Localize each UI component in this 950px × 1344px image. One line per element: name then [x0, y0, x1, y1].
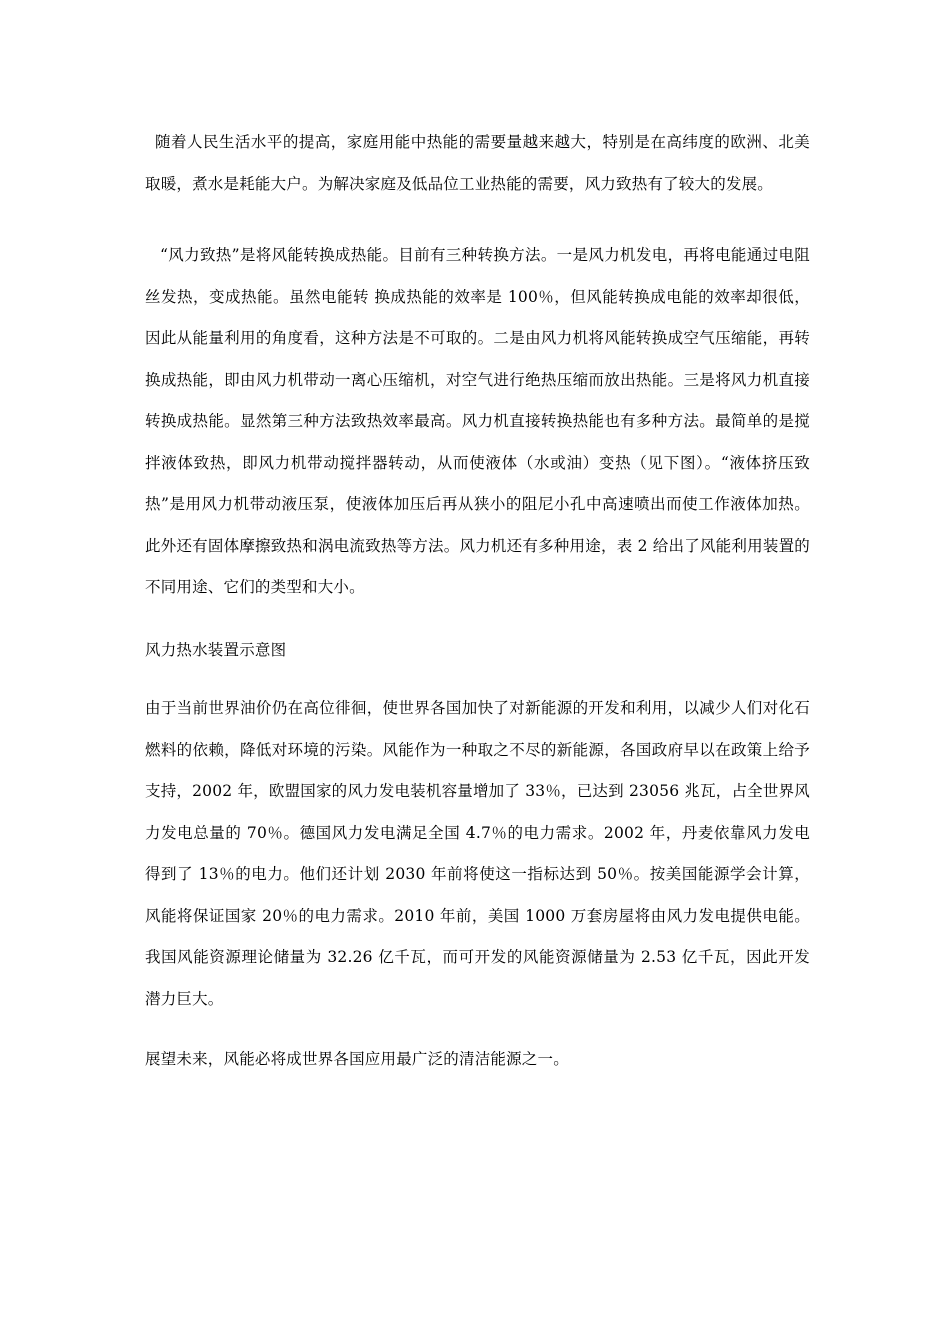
- paragraph-outlook: 展望未来，风能必将成世界各国应用最广泛的清洁能源之一。: [145, 1050, 569, 1068]
- paragraph-intro: 随着人民生活水平的提高，家庭用能中热能的需要量越来越大，特别是在高纬度的欧洲、北美取暖，煮水是耗能大户。为解决家庭及低品位工业热能的需要，风力致热有了较大的发展。: [145, 133, 810, 193]
- paragraph-wind-heating: “风力致热”是将风能转换成热能。目前有三种转换方法。一是风力机发电，再将电能通过电阻丝发热，变成热能。虽然电能转 换成热能的效率是 100％，但风能转换成电能的效率却很低，因此从能量利用的角度看，这种方法是不可取的。二是由风力机将风能转换成空气压缩能，再转换成热能，即由风力机带动一离心压缩机，对空气进行绝热压缩而放出热能。三是将风力机直接转换成热能。显然第三种方法致热效率最高。风力机直接转换热能也有多种方法。最简单的是搅拌液体致热，即风力机带动搅拌器转动，从而使液体（水或油）变热（见下图）。“液体挤压致热”是用风力机带动液压泵，使液体加压后再从狭小的阻尼小孔中高速喷出而使工作液体加热。此外还有固体摩擦致热和涡电流致热等方法。风力机还有多种用途，表 2 给出了风能利用装置的不同用途、它们的类型和大小。: [145, 246, 810, 596]
- paragraph-policy: 由于当前世界油价仍在高位徘徊，使世界各国加快了对新能源的开发和利用，以减少人们对化石燃料的依赖，降低对环境的污染。风能作为一种取之不尽的新能源，各国政府早以在政策上给予支持，2002 年，欧盟国家的风力发电装机容量增加了 33％，已达到 23056 兆瓦，占全世界风力发电总量的 70％。德国风力发电满足全国 4.7％的电力需求。2002 年，丹麦依靠风力发电得到了 13％的电力。他们还计划 2030 年前将使这一指标达到 50％。按美国能源学会计算，风能将保证国家 20％的电力需求。2010 年前，美国 1000 万套房屋将由风力发电提供电能。我国风能资源理论储量为 32.26 亿千瓦，而可开发的风能资源储量为 2.53 亿千瓦，因此开发潜力巨大。: [145, 699, 810, 1008]
- figure-caption: 风力热水装置示意图: [145, 641, 287, 659]
